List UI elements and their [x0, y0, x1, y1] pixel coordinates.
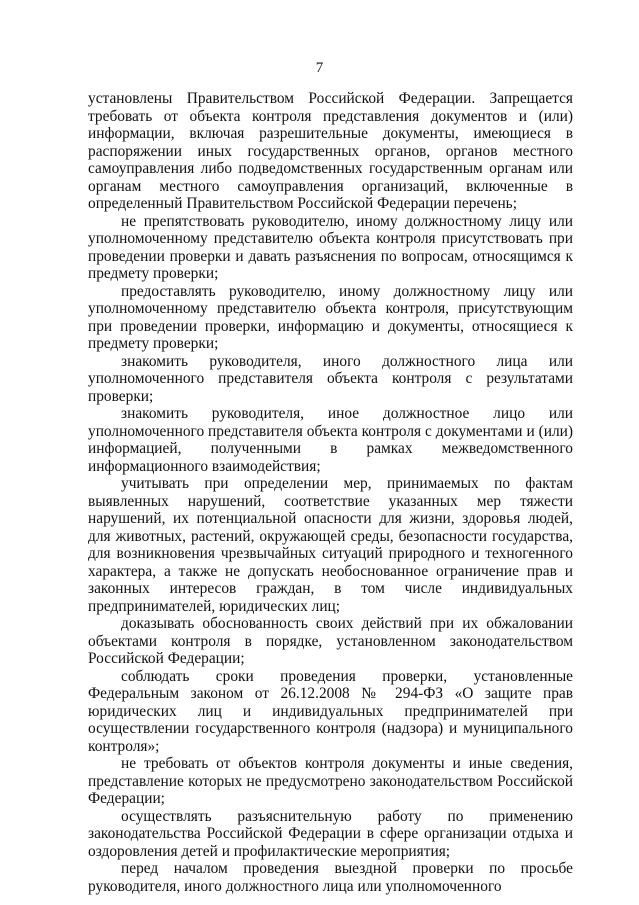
paragraph: соблюдать сроки проведения проверки, установленные Федеральным законом от 26.12.2008 № 294-ФЗ «О защите прав юридических лиц и индивидуальных предпринимателей при осуществлении государственного контроля (надзора) и муниципального контроля»;: [88, 667, 573, 755]
paragraph: учитывать при определении мер, принимаемых по фактам выявленных нарушений, соответствие указанных мер тяжести нарушений, их потенциальной опасности для жизни, здоровья людей, для животных, растений, окружающей среды, безопасности государства, для возникновения чрезвычайных ситуаций природного и техногенного характера, а также не допускать необоснованное ограничение прав и законных интересов граждан, в том числе индивидуальных предпринимателей, юридических лиц;: [88, 475, 573, 615]
paragraph: установлены Правительством Российской Федерации. Запрещается требовать от объекта контроля представления документов и (или) информации, включая разрешительные документы, имеющиеся в распоряжении иных государственных органов, органов местного самоуправления либо подведомственных государственным органам или органам местного самоуправления организаций, включенные в определенный Правительством Российской Федерации перечень;: [88, 90, 573, 212]
paragraph: доказывать обоснованность своих действий при их обжаловании объектами контроля в порядке, установленном законодательством Российской Федерации;: [88, 615, 573, 667]
paragraph: перед началом проведения выездной проверки по просьбе руководителя, иного должностного лица или уполномоченного: [88, 860, 573, 895]
paragraph: предоставлять руководителю, иному должностному лицу или уполномоченному представителю объекта контроля, присутствующим при проведении проверки, информацию и документы, относящиеся к предмету проверки;: [88, 282, 573, 352]
body-text: [88, 90, 573, 895]
page-number: 7: [315, 60, 324, 76]
paragraph: знакомить руководителя, иное должностное лицо или уполномоченного представителя объекта контроля с документами и (или) информацией, полученными в рамках межведомственного информационного взаимодействия;: [88, 405, 573, 475]
paragraph: осуществлять разъяснительную работу по применению законодательства Российской Федерации в сфере организации отдыха и оздоровления детей и профилактические мероприятия;: [88, 807, 573, 860]
paragraph: не препятствовать руководителю, иному должностному лицу или уполномоченному представителю объекта контроля присутствовать при проведении проверки и давать разъяснения по вопросам, относящимся к предмету проверки;: [88, 212, 573, 282]
paragraph: знакомить руководителя, иного должностного лица или уполномоченного представителя объекта контроля с результатами проверки;: [88, 352, 573, 405]
paragraph: не требовать от объектов контроля документы и иные сведения, представление которых не предусмотрено законодательством Российской Федерации;: [88, 755, 573, 807]
